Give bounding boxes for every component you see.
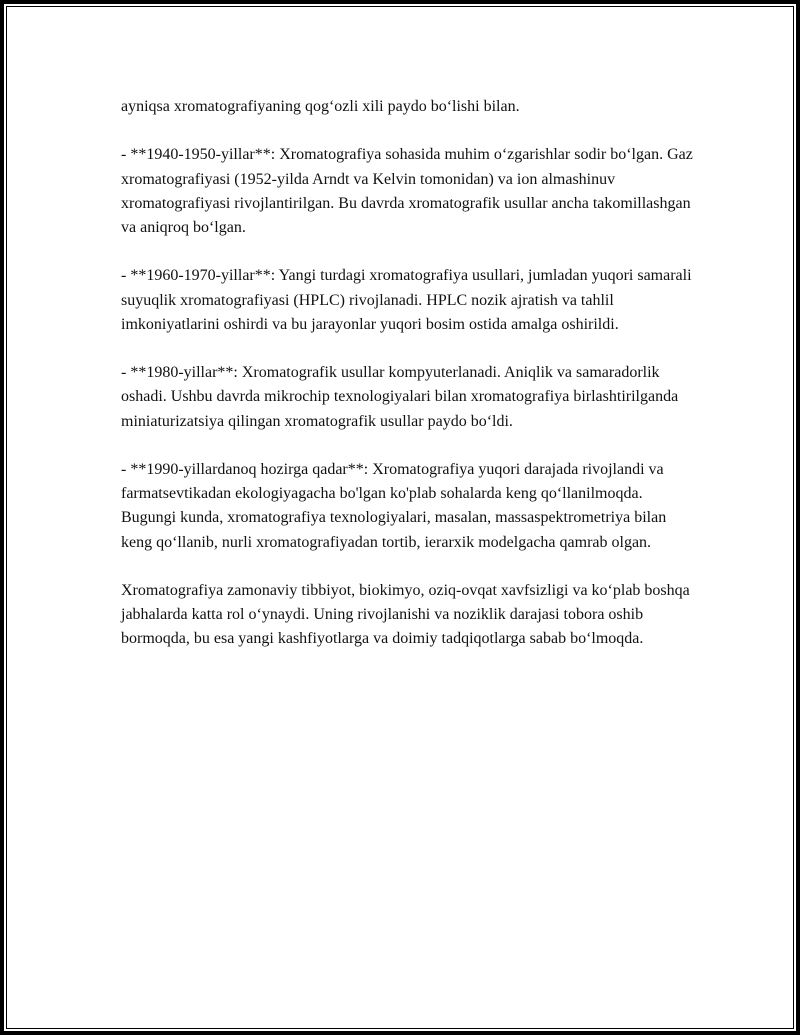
paragraph-1980: - **1980-yillar**: Xromatografik usullar kompyuterlanadi. Aniqlik va samaradorlik oshadi. Ushbu davrda mikrochip texnologiyalari bilan xromatografiya birlashtirilganda miniaturizatsiya qilingan xromatografik usullar paydo bo‘ldi. — [121, 364, 679, 430]
document-body — [121, 95, 701, 676]
paragraph-conclusion: Xromatografiya zamonaviy tibbiyot, biokimyo, oziq-ovqat xavfsizligi va ko‘plab boshqa jabhalarda katta rol o‘ynaydi. Uning rivojlanishi va noziklik darajasi tobora oshib bormoqda, bu esa yangi kashfiyotlarga va doimiy tadqiqotlarga sabab bo‘lmoqda. — [121, 581, 690, 648]
paragraph-1960-1970: - **1960-1970-yillar**: Yangi turdagi xromatografiya usullari, jumladan yuqori samarali suyuqlik xromatografiyasi (HPLC) rivojlanadi. HPLC nozik ajratish va tahlil imkoniyatlarini oshirdi va bu jarayonlar yuqori bosim ostida amalga oshirildi. — [121, 267, 692, 333]
paragraph-1940-1950: - **1940-1950-yillar**: Xromatografiya sohasida muhim o‘zgarishlar sodir bo‘lgan. Gaz xromatografiyasi (1952-yilda Arndt va Kelvin tomonidan) va ion almashinuv xromatografiyasi rivojlantirilgan. Bu davrda xromatografik usullar ancha takomillashgan va aniqroq bo‘lgan. — [121, 146, 693, 236]
paragraph-1990-present: - **1990-yillardanoq hozirga qadar**: Xromatografiya yuqori darajada rivojlandi va farmatsevtikadan ekologiyagacha bo'lgan ko'plab sohalarda keng qo‘llanilmoqda. Bugungi kunda, xromatografiya texnologiyalari, masalan, massaspektrometriya bilan keng qo‘llanib, nurli xromatografiyadan tortib, ierarxik modelgacha qamrab olgan. — [121, 460, 667, 551]
paragraph-intro-continuation: ayniqsa xromatografiyaning qog‘ozli xili paydo bo‘lishi bilan. — [121, 98, 520, 115]
